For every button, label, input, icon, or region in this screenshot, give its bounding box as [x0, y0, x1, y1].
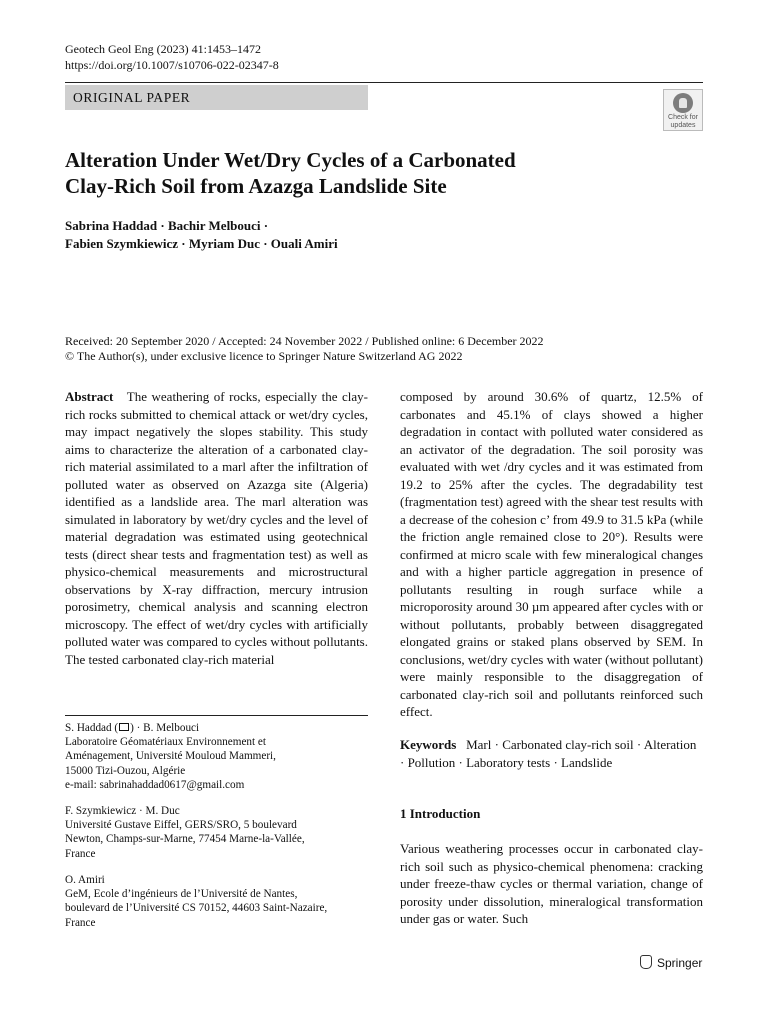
publisher-footer: [640, 955, 702, 970]
affiliation-2-line: Université Gustave Eiffel, GERS/SRO, 5 boulevard: [65, 819, 297, 832]
abstract-label: Abstract: [65, 389, 114, 404]
affiliation-2-line: France: [65, 847, 96, 860]
section-heading-introduction: 1 Introduction: [400, 806, 481, 821]
affiliation-3-line: France: [65, 916, 96, 929]
bookmark-icon: [673, 93, 693, 113]
affiliation-3-line: GeM, Ecole d’ingénieurs de l’Université de Nantes,: [65, 888, 298, 901]
author-list: [65, 217, 625, 253]
affiliation-2-names: F. Szymkiewicz · M. Duc: [65, 805, 180, 817]
title-line-2: Clay-Rich Soil from Azazga Landslide Site: [65, 174, 447, 198]
dates-line: Received: 20 September 2020 / Accepted: 24 November 2022 / Published online: 6 December 2022: [65, 334, 544, 348]
abstract-text-right: composed by around 30.6% of quartz, 12.5% of carbonates and 45.1% of clays showed a higher degradation in contact with polluted water considered as an activator of the degradation. The soil porosity was evaluated with wet /dry cycles and it was estimated from 19.2 to 25% after the cycles. The degradability test (fragmentation test) agreed with the shear test results with a decrease of the cohesion c’ from 49.9 to 31.5 kPa (while the friction angle remained close to 20°). Results were confirmed at micro scale with few mineralogical changes and with a higher particle aggregation in presence of pollutants resulting in rough surface while a microporosity around 30 µm appeared after cycles with or without pollutants, probably between disaggregated elongated grains or staked plans observed by SEM. In conclusions, wet/dry cycles with water (without pollutant) were mainly responsible to the disaggregation of carbonated clay-rich soil and pollutants reinforced such effect.: [400, 389, 703, 719]
affiliation-1-line: Aménagement, Université Mouloud Mammeri,: [65, 750, 276, 763]
affiliation-2-line: Newton, Champs-sur-Marne, 77454 Marne-la-Vallée,: [65, 833, 305, 846]
doi-link[interactable]: https://doi.org/10.1007/s10706-022-02347-8: [65, 58, 279, 72]
affiliation-3-line: boulevard de l’Université CS 70152, 44603 Saint-Nazaire,: [65, 902, 328, 915]
abstract-text-left: The weathering of rocks, especially the clay-rich rocks submitted to chemical attack or wet/dry cycles, may impact negatively the slopes stability. This study aims to characterize the alteration of a carbonated clay-rich material assimilated to a marl after the infiltration of polluted water as observed on Azazga site (Algeria) identified as a landslide area. The marl alteration was simulated in laboratory by wet/dry cycles and the level of material degradation was estimated using geotechnical tests (direct shear tests and fragmentation test) as well as physico-chemical measurements and microstructural observations by X-ray diffraction, mercury intrusion porosimetry, chemical analysis and scanning electron microscopy. The effect of wet/dry cycles with artificially polluted water was compared to cycles without pollutants. The tested carbonated clay-rich material: [65, 389, 369, 667]
authors-line-2: Fabien Szymkiewicz · Myriam Duc · Ouali Amiri: [65, 236, 338, 251]
paper-type-banner: ORIGINAL PAPER: [65, 85, 368, 110]
envelope-icon: [119, 723, 129, 731]
check-for-updates-badge[interactable]: [663, 89, 703, 131]
affiliation-1: [65, 721, 368, 792]
journal-header: [65, 41, 279, 73]
abstract-right-column: [400, 388, 703, 721]
publication-dates: [65, 334, 705, 364]
keywords-text: Marl · Carbonated clay-rich soil · Alteration · Pollution · Laboratory tests · Landslide: [400, 737, 697, 770]
article-title: [65, 147, 625, 199]
affiliation-1-names: S. Haddad ( ) · B. Melbouci: [65, 722, 200, 734]
header-rule: [65, 82, 703, 83]
check-updates-line1: Check for: [668, 114, 698, 121]
copyright-line: © The Author(s), under exclusive licence to Springer Nature Switzerland AG 2022: [65, 349, 463, 363]
affiliation-1-line: Laboratoire Géomatériaux Environnement et: [65, 736, 266, 749]
affiliation-3: [65, 873, 368, 930]
keywords-block: [400, 736, 703, 771]
keywords-label: Keywords: [400, 737, 457, 752]
publisher-name: Springer: [657, 956, 703, 970]
check-updates-line2: updates: [670, 121, 696, 129]
authors-line-1: Sabrina Haddad · Bachir Melbouci ·: [65, 218, 269, 233]
affiliation-rule: [65, 715, 368, 716]
title-line-1: Alteration Under Wet/Dry Cycles of a Carbonated: [65, 148, 516, 172]
abstract-left-column: [65, 388, 368, 668]
springer-horse-icon: [640, 955, 652, 969]
affiliation-3-names: O. Amiri: [65, 874, 105, 886]
journal-citation: Geotech Geol Eng (2023) 41:1453–1472: [65, 42, 261, 56]
introduction-text: Various weathering processes occur in carbonated clay-rich soil such as physico-chemical phenomena: cracking under freeze-thaw cycles or thermal variation, change of porosity under dissolution, mineralogical transformation under gas or water. Such: [400, 841, 703, 926]
corresponding-email[interactable]: e-mail: sabrinahaddad0617@gmail.com: [65, 778, 245, 791]
affiliation-2: [65, 804, 368, 861]
affiliation-1-line: 15000 Tizi-Ouzou, Algérie: [65, 764, 186, 777]
